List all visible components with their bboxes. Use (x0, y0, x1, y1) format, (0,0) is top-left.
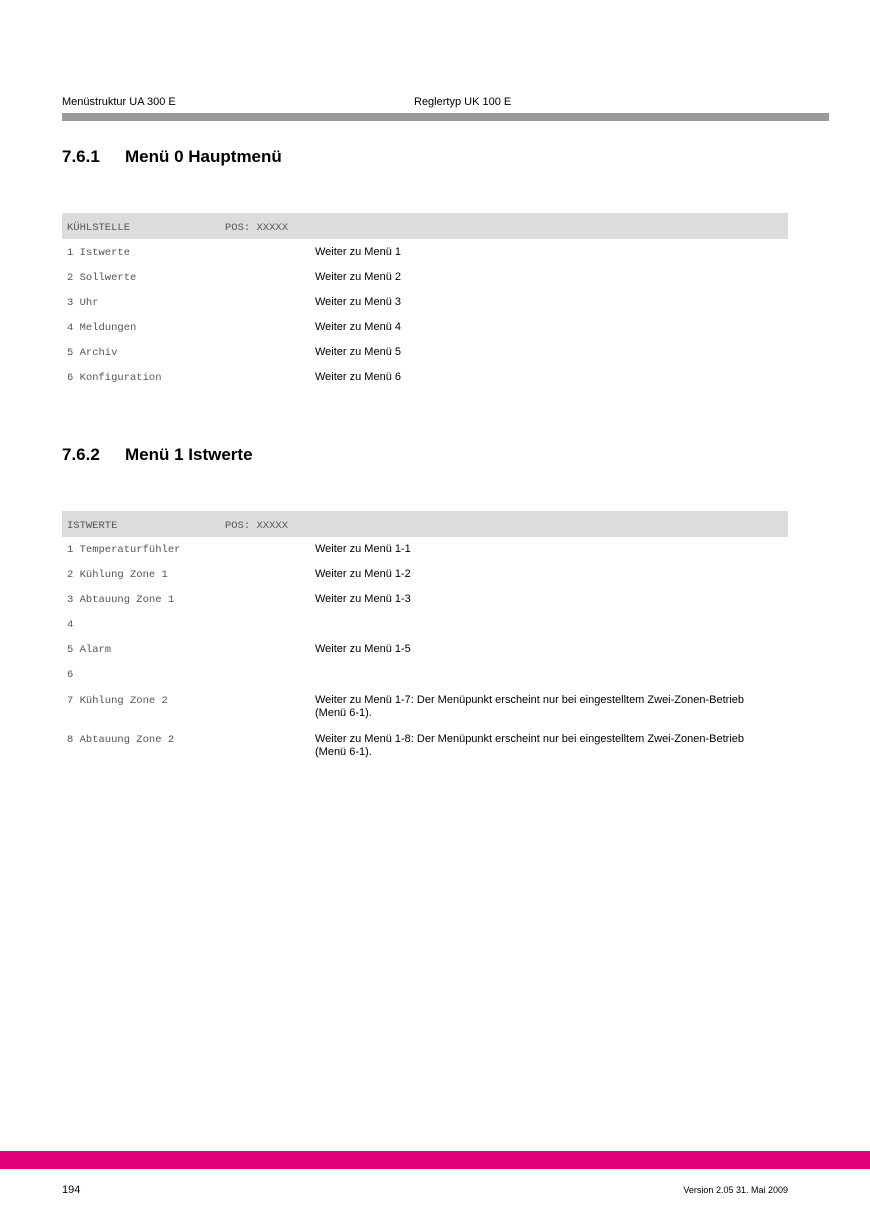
menu-item: 5 Archiv (67, 347, 118, 359)
menu-item: 8 Abtauung Zone 2 (67, 734, 175, 746)
menu-item: 1 Istwerte (67, 247, 131, 259)
menu-item: 4 (67, 619, 74, 631)
running-header-center: Reglertyp UK 100 E (414, 96, 512, 108)
menu-item-description: Weiter zu Menü 1-7: Der Menüpunkt erscheint nur bei eingestelltem Zwei-Zonen-Betrieb (Menü 6-1). (315, 694, 744, 719)
menu-item: 6 (67, 669, 74, 681)
section-heading-7-6-1 (62, 147, 282, 167)
menu-item-description: Weiter zu Menü 5 (315, 346, 402, 358)
menu-header-pos: POS: XXXXX (225, 222, 289, 234)
menu-header-pos: POS: XXXXX (225, 520, 289, 532)
menu-item: 7 Kühlung Zone 2 (67, 695, 168, 707)
header-divider-bar (62, 113, 829, 121)
running-header-left: Menüstruktur UA 300 E (62, 96, 176, 108)
section-title: Menü 0 Hauptmenü (125, 147, 282, 166)
menu-header-name: ISTWERTE (67, 520, 118, 532)
section-heading-7-6-2 (62, 445, 253, 465)
menu-item-description: Weiter zu Menü 6 (315, 371, 402, 383)
menu-display-header (62, 511, 788, 537)
section-number: 7.6.2 (62, 445, 100, 464)
menu-item-description: Weiter zu Menü 1-3 (315, 593, 411, 605)
menu-item-description: Weiter zu Menü 2 (315, 271, 402, 283)
menu-item: 6 Konfiguration (67, 372, 162, 384)
menu-item-description: Weiter zu Menü 1-1 (315, 543, 411, 555)
menu-item: 5 Alarm (67, 644, 112, 656)
menu-item: 3 Uhr (67, 297, 99, 309)
menu-item: 2 Kühlung Zone 1 (67, 569, 168, 581)
menu-item-description: Weiter zu Menü 1-8: Der Menüpunkt erscheint nur bei eingestelltem Zwei-Zonen-Betrieb (Menü 6-1). (315, 733, 744, 758)
section-title: Menü 1 Istwerte (125, 445, 253, 464)
menu-item: 4 Meldungen (67, 322, 137, 334)
page-number: 194 (62, 1184, 81, 1196)
menu-item-description: Weiter zu Menü 4 (315, 321, 402, 333)
menu-item-description: Weiter zu Menü 3 (315, 296, 402, 308)
menu-header-name: KÜHLSTELLE (67, 222, 131, 234)
menu-item: 1 Temperaturfühler (67, 544, 181, 556)
menu-item: 3 Abtauung Zone 1 (67, 594, 175, 606)
section-number: 7.6.1 (62, 147, 100, 166)
footer-color-bar (0, 1151, 870, 1169)
menu-item-description: Weiter zu Menü 1 (315, 246, 402, 258)
menu-item: 2 Sollwerte (67, 272, 137, 284)
version-info: Version 2.05 31. Mai 2009 (683, 1185, 788, 1195)
menu-item-description: Weiter zu Menü 1-5 (315, 643, 411, 655)
menu-item-description: Weiter zu Menü 1-2 (315, 568, 411, 580)
menu-display-header (62, 213, 788, 239)
